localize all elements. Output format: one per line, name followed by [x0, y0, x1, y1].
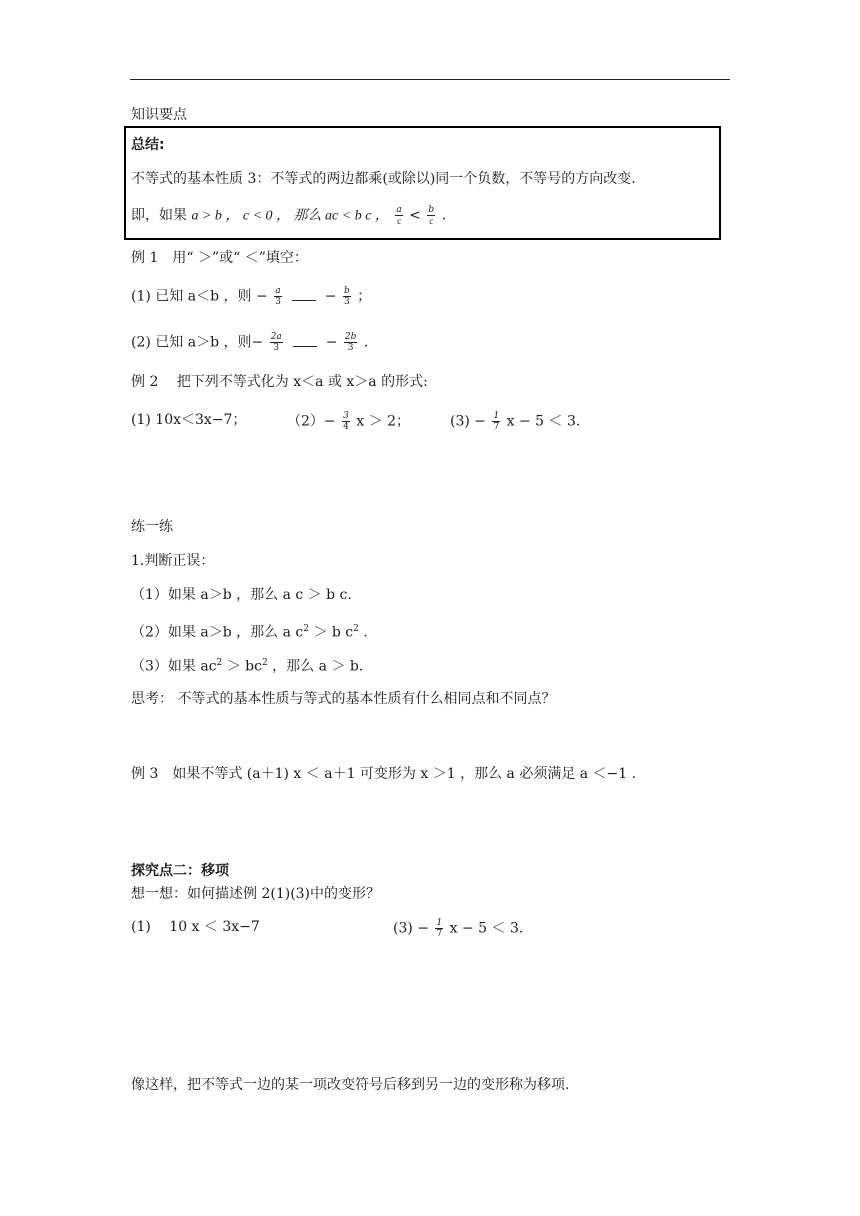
fraction: $\frac{2b}{3}$: [344, 332, 357, 353]
summary-line2-cond: a > b ， c < 0 ， 那么 ac < b c ，: [191, 208, 389, 224]
fraction: $\frac{b}{3}$: [343, 286, 350, 307]
example1-q1: (1) 已知 a＜b ，则 − $\frac{a}{3}$ − $\frac{b}{3}$ ；: [131, 286, 372, 307]
fraction-a-c: $\frac{a}{c}$: [396, 205, 402, 226]
header-rule: [130, 79, 730, 80]
explore-e3: (3) − $\frac{1}{7}$ x − 5 ＜ 3.: [393, 918, 524, 939]
summary-line2-end: .: [441, 207, 447, 224]
example1-title: 例 1 用“ ＞”或“ ＜”填空：: [131, 250, 308, 266]
practice-question: 1.判断正误：: [131, 553, 215, 569]
conclusion: 像这样，把不等式一边的某一项改变符号后移到另一边的变形称为移项.: [131, 1077, 570, 1093]
fraction-b-c: $\frac{b}{c}$: [428, 205, 435, 226]
summary-line2-prefix: 即，如果: [131, 207, 187, 224]
summary-line2: [131, 205, 446, 226]
practice-item2: （2）如果 a＞b ，那么 a $c^2 > b$ $c^2$ .: [131, 624, 368, 641]
section-title: 知识要点: [131, 107, 187, 123]
practice-title: 练一练: [131, 519, 173, 535]
answer-blank[interactable]: [292, 291, 316, 301]
fraction: $\frac{3}{4}$: [343, 411, 349, 432]
explore-title: 探究点二：移项: [131, 863, 229, 879]
example1-q2: (2) 已知 a＞b ，则− $\frac{2a}{3}$ − $\frac{2b}{3}$ .: [131, 332, 369, 353]
fraction: $\frac{2a}{3}$: [270, 332, 282, 353]
fraction: $\frac{1}{7}$: [493, 411, 500, 432]
practice-item3: （3）如果 $ac^2 > bc^2$ ，那么 a ＞ b.: [131, 658, 364, 675]
summary-heading: 总结:: [131, 137, 165, 153]
fraction: $\frac{a}{3}$: [275, 286, 281, 307]
example2-p3: (3) − $\frac{1}{7}$ x − 5 ＜ 3.: [450, 411, 581, 432]
example2-p2: （2）− $\frac{3}{4}$ x ＞ 2；: [287, 411, 410, 432]
explore-question: 想一想：如何描述例 2(1)(3)中的变形？: [131, 886, 381, 902]
summary-line1: 不等式的基本性质 3：不等式的两边都乘(或除以)同一个负数，不等号的方向改变.: [131, 171, 636, 187]
think-question: 思考： 不等式的基本性质与等式的基本性质有什么相同点和不同点？: [131, 691, 556, 707]
example2-p1: (1) 10x＜3x−7；: [131, 412, 247, 428]
practice-item1: （1）如果 a＞b ，那么 a c ＞ b c.: [131, 587, 352, 603]
summary-op: <: [409, 207, 421, 224]
fraction: $\frac{1}{7}$: [436, 918, 443, 939]
explore-e1: (1) 10 x ＜ 3x−7: [131, 919, 260, 935]
example3: 例 3 如果不等式 (a＋1) x ＜ a＋1 可变形为 x ＞1 ，那么 a 必须满足 a ＜−1 .: [131, 766, 637, 782]
answer-blank[interactable]: [293, 337, 317, 347]
example2-title: 例 2 把下列不等式化为 x＜a 或 x＞a 的形式:: [131, 374, 428, 390]
